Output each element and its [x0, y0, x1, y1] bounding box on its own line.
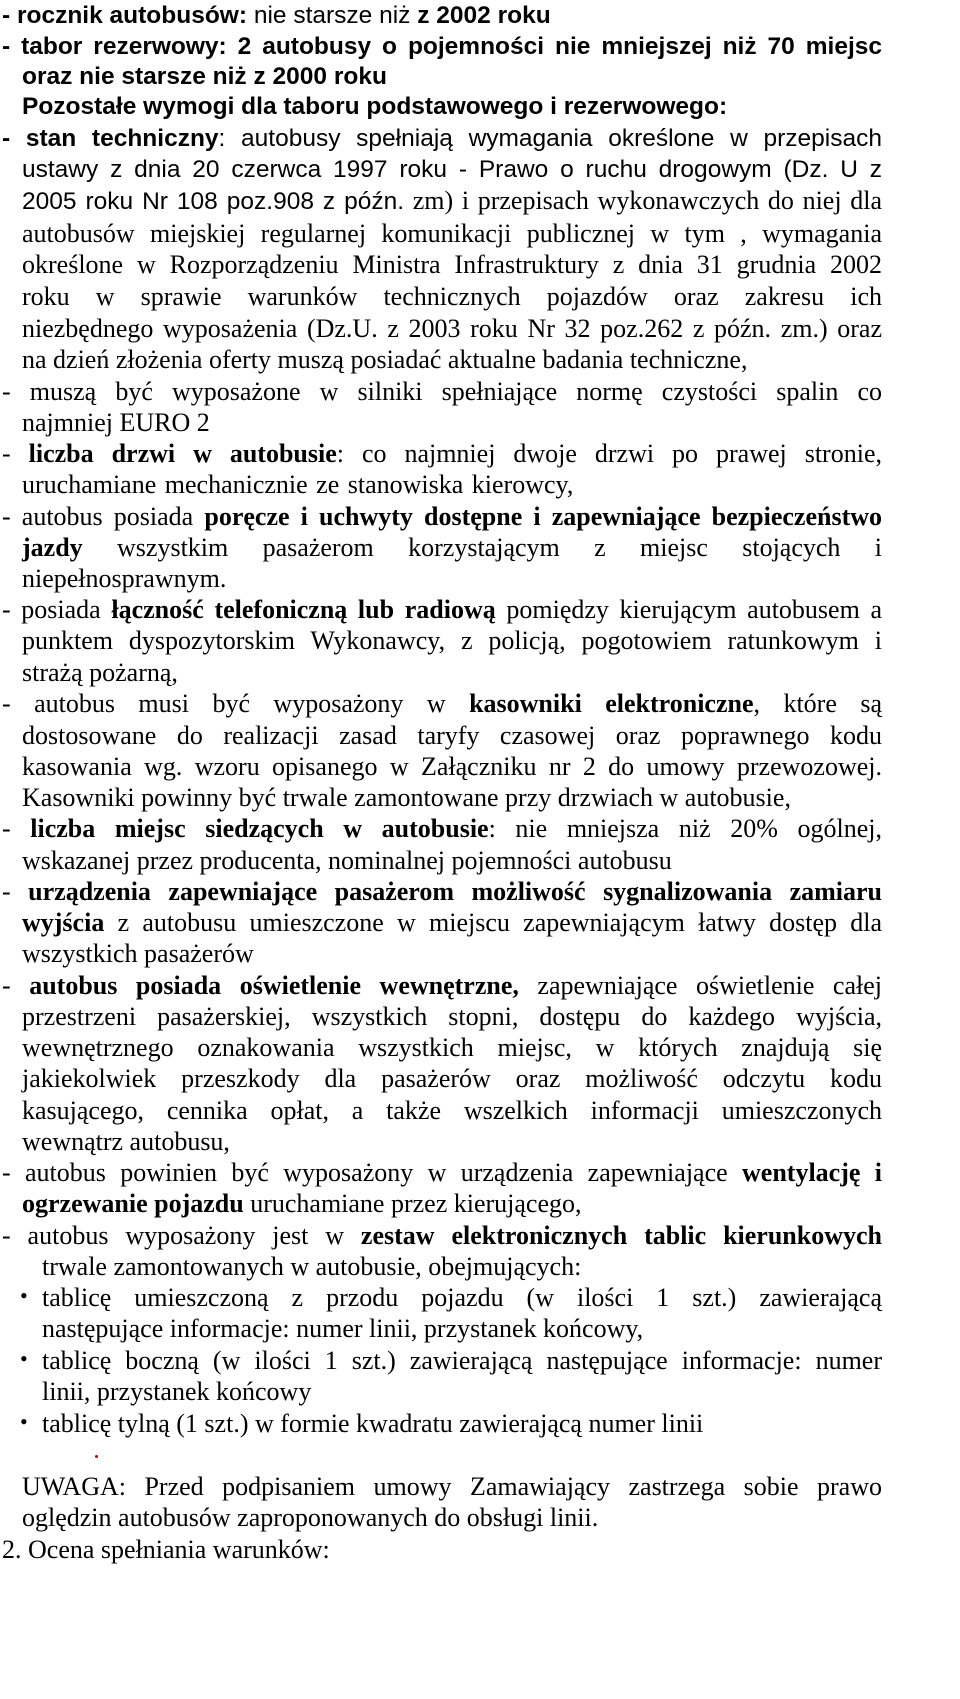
- text-line: [22, 657, 178, 689]
- text-span: , które są: [753, 689, 882, 718]
- text-span: przestrzeni pasażerskiej, wszystkich stopni, dostępu do każdego wyjścia,: [22, 1002, 882, 1031]
- text-span: uruchamiane mechanicznie ze stanowiska kierowcy,: [22, 470, 574, 499]
- bold-text: jazdy: [22, 533, 83, 562]
- text-line: [42, 1251, 581, 1283]
- text-line: [22, 91, 727, 123]
- text-span: wewnątrz autobusu,: [22, 1127, 230, 1156]
- bold-text: kasowniki elektroniczne: [469, 689, 754, 718]
- red-dot-mark: [95, 1455, 98, 1458]
- text-line: [22, 782, 791, 814]
- text-line: [22, 563, 226, 595]
- text-span: tablicę tylną (1 szt.) w formie kwadratu zawierającą numer linii: [42, 1409, 704, 1438]
- text-line: [2, 1220, 882, 1252]
- text-span: najmniej EURO 2: [22, 408, 210, 437]
- text-line: [22, 1063, 882, 1095]
- text-line: [22, 751, 882, 783]
- text-span: wszystkim pasażerom korzystającym z miejsc stojących i: [82, 533, 882, 562]
- text-span: 2005 roku Nr 108 poz.908 z późn.: [22, 188, 405, 215]
- text-line: [22, 281, 882, 313]
- bold-text: wentylację i: [742, 1158, 882, 1187]
- bold-text: poręcze i uchwyty dostępne i zapewniające bezpieczeństwo: [204, 502, 883, 531]
- text-span: tablicę umieszczoną z przodu pojazdu (w ilości 1 szt.) zawierającą: [42, 1283, 882, 1312]
- text-line: [22, 845, 672, 877]
- text-span: - posiada: [2, 595, 112, 624]
- text-line: [22, 1502, 598, 1534]
- text-span: określone w Rozporządzeniu Ministra Infrastruktury z dnia 31 grudnia 2002: [22, 250, 882, 279]
- text-span: : co najmniej dwoje drzwi po prawej stronie,: [336, 439, 882, 468]
- text-span: zapewniające oświetlenie całej: [518, 971, 882, 1000]
- text-line: [22, 313, 882, 345]
- text-line: [2, 688, 882, 720]
- text-span: niezbędnego wyposażenia (Dz.U. z 2003 roku Nr 32 poz.262 z późn. zm.) oraz: [22, 314, 882, 343]
- text-span: - muszą być wyposażone w silniki spełniające normę czystości spalin co: [2, 377, 882, 406]
- bold-text: - stan techniczny: [2, 125, 219, 152]
- text-line: [22, 469, 573, 501]
- text-line: [22, 625, 882, 657]
- bold-text: -: [2, 2, 17, 29]
- text-span: nie starsze niż: [247, 2, 418, 29]
- text-span: : nie mniejsza niż 20% ogólnej,: [488, 814, 882, 843]
- text-span: autobusów miejskiej regularnej komunikacji publicznej w tym , wymagania: [22, 219, 882, 248]
- text-line: [22, 1095, 882, 1127]
- text-span: oględzin autobusów zaproponowanych do obsługi linii.: [22, 1503, 599, 1532]
- text-span: dostosowane do realizacji zasad taryfy czasowej oraz poprawnego kodu: [22, 721, 882, 750]
- text-span: - autobus powinien być wyposażony w urządzenia zapewniające: [2, 1158, 743, 1187]
- bold-text: oraz nie starsze niż z 2000 roku: [22, 63, 387, 90]
- text-span: strażą pożarną,: [22, 658, 178, 687]
- bold-text: ogrzewanie pojazdu: [22, 1189, 244, 1218]
- text-line: [2, 970, 882, 1002]
- text-span: -: [2, 814, 31, 843]
- text-span: punktem dyspozytorskim Wykonawcy, z policją, pogotowiem ratunkowym i: [22, 626, 882, 655]
- text-line: [22, 532, 882, 564]
- text-span: - autobus posiada: [2, 502, 205, 531]
- text-span: 2. Ocena spełniania warunków:: [2, 1535, 330, 1564]
- text-line: [22, 61, 387, 93]
- bold-text: zestaw elektronicznych tablic kierunkowych: [360, 1221, 883, 1250]
- text-line: [2, 123, 882, 155]
- text-line: [22, 720, 882, 752]
- text-line: [22, 1126, 230, 1158]
- text-line: [2, 376, 882, 408]
- list-item: [42, 1408, 703, 1440]
- text-span: wewnętrznego oznakowania wszystkich miejsc, w których znajdują się: [22, 1033, 882, 1062]
- text-line: [2, 813, 882, 845]
- text-line: [22, 1188, 582, 1220]
- bullet-icon: •: [20, 1409, 28, 1434]
- text-line: [2, 501, 882, 533]
- text-line: [22, 1001, 882, 1033]
- text-span: wskazanej przez producenta, nominalnej pojemności autobusu: [22, 846, 672, 875]
- bold-text: łączność telefoniczną lub radiową: [111, 595, 496, 624]
- text-span: z autobusu umieszczone w miejscu zapewniającym łatwy dostęp dla: [104, 908, 882, 937]
- text-span: UWAGA: Przed podpisaniem umowy Zamawiający zastrzega sobie prawo: [22, 1472, 882, 1501]
- text-span: zm) i przepisach wykonawczych do niej dla: [412, 186, 882, 215]
- text-line: [22, 185, 882, 217]
- text-span: wszystkich pasażerów: [22, 939, 254, 968]
- text-span: roku w sprawie warunków technicznych pojazdów oraz zakresu ich: [22, 282, 882, 311]
- text-span: - autobus wyposażony jest w: [2, 1221, 361, 1250]
- text-line: [2, 0, 551, 32]
- text-line: [22, 938, 254, 970]
- text-span: - autobus musi być wyposażony w: [2, 689, 470, 718]
- bullet-icon: •: [20, 1283, 28, 1308]
- bold-text: rocznik autobusów:: [16, 2, 248, 29]
- text-line: [42, 1313, 643, 1345]
- text-span: na dzień złożenia oferty muszą posiadać aktualne badania techniczne,: [22, 345, 748, 374]
- text-line: [2, 594, 882, 626]
- text-span: ustawy z dnia 20 czerwca 1997 roku - Prawo o ruchu drogowym (Dz. U z: [22, 156, 882, 183]
- text-line: [42, 1376, 311, 1408]
- text-line: [2, 1157, 882, 1189]
- bold-text: liczba miejsc siedzących w autobusie: [30, 814, 489, 843]
- bold-text: - tabor rezerwowy: 2 autobusy o pojemności nie mniejszej niż 70 miejsc: [2, 33, 882, 60]
- text-span: -: [2, 877, 29, 906]
- text-line: [22, 344, 747, 376]
- bullet-icon: •: [20, 1346, 28, 1371]
- text-span: trwale zamontowanych w autobusie, obejmujących:: [42, 1252, 582, 1281]
- text-span: -: [2, 971, 30, 1000]
- text-span: linii, przystanek końcowy: [42, 1377, 312, 1406]
- text-line: [22, 407, 210, 439]
- bold-text: urządzenia zapewniające pasażerom możliwość sygnalizowania zamiaru: [28, 877, 882, 906]
- text-line: [2, 438, 882, 470]
- text-line: [22, 1032, 882, 1064]
- text-line: [22, 154, 882, 186]
- text-span: następujące informacje: numer linii, przystanek końcowy,: [42, 1314, 644, 1343]
- text-line: [2, 31, 882, 63]
- text-line: [22, 1471, 882, 1503]
- text-span: Kasowniki powinny być trwale zamontowane przy drzwiach w autobusie,: [22, 783, 791, 812]
- text-span: kasującego, cennika opłat, a także wszelkich informacji umieszczonych: [22, 1096, 882, 1125]
- text-span: -: [2, 439, 29, 468]
- bold-text: Pozostałe wymogi dla taboru podstawowego i rezerwowego:: [22, 93, 728, 120]
- list-item: [42, 1345, 882, 1377]
- text-line: [22, 218, 882, 250]
- bold-text: wyjścia: [22, 908, 105, 937]
- bold-text: liczba drzwi w autobusie: [28, 439, 337, 468]
- bold-text: autobus posiada oświetlenie wewnętrzne,: [29, 971, 519, 1000]
- list-item: [42, 1282, 882, 1314]
- text-span: pomiędzy kierującym autobusem a: [495, 595, 882, 624]
- text-span: uruchamiane przez kierującego,: [243, 1189, 582, 1218]
- text-line: [22, 907, 882, 939]
- bold-text: z 2002 roku: [417, 2, 551, 29]
- text-span: : autobusy spełniają wymagania określone w przepisach: [218, 125, 882, 152]
- text-span: jakiekolwiek przeszkody dla pasażerów oraz możliwość odczytu kodu: [22, 1064, 882, 1093]
- text-span: tablicę boczną (w ilości 1 szt.) zawierającą następujące informacje: numer: [42, 1346, 882, 1375]
- text-span: niepełnosprawnym.: [22, 564, 227, 593]
- text-line: [2, 876, 882, 908]
- text-span: kasowania wg. wzoru opisanego w Załączniku nr 2 do umowy przewozowej.: [22, 752, 882, 781]
- numbered-heading: [2, 1534, 330, 1566]
- text-line: [22, 249, 882, 281]
